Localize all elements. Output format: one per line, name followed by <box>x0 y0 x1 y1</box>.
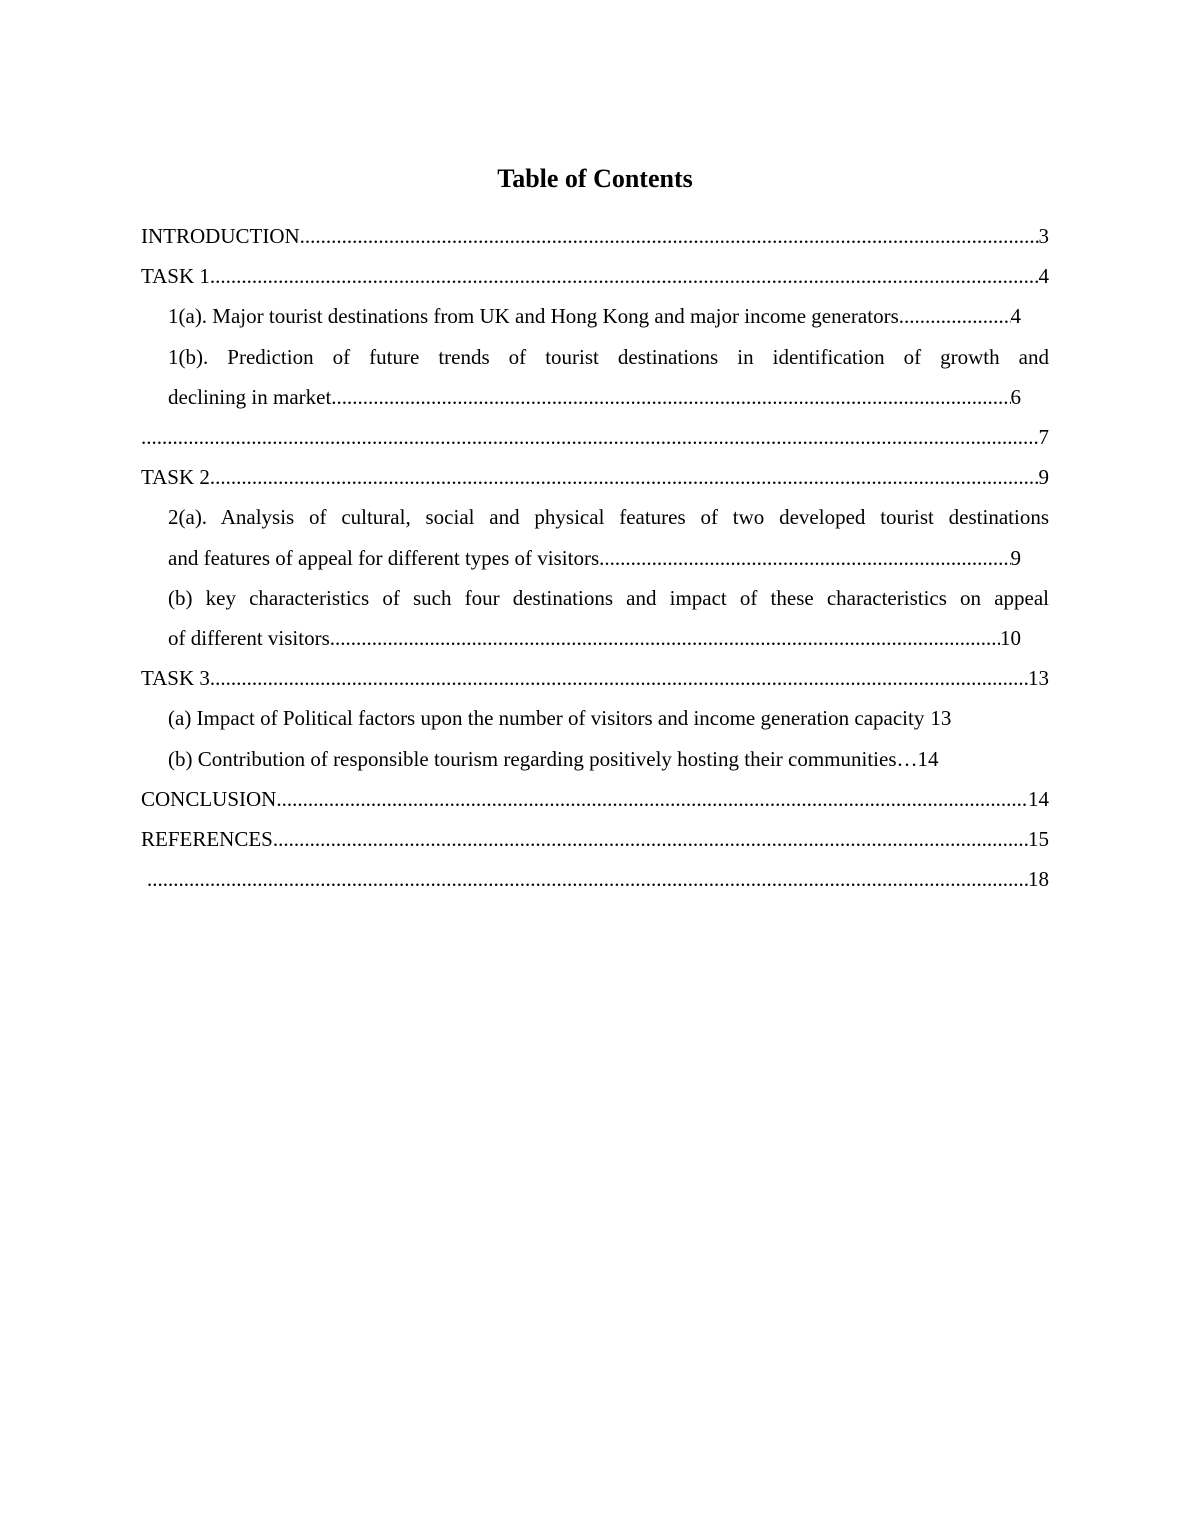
toc-entry-text: 1(a). Major tourist destinations from UK and Hong Kong and major income generators <box>168 304 899 329</box>
toc-entry-text: TASK 3 <box>141 666 210 691</box>
toc-entry-page: 6 <box>1010 384 1021 409</box>
toc-entry-2a[interactable] <box>141 497 1049 577</box>
toc-entry-1b[interactable] <box>141 337 1049 417</box>
toc-entry-page: 4 <box>1038 264 1049 289</box>
dot-leader <box>147 859 1028 899</box>
toc-entry-1a[interactable] <box>141 296 1049 336</box>
dot-leader <box>300 216 1039 256</box>
dot-leader <box>210 457 1039 497</box>
toc-entry-page: 14 <box>1028 786 1049 811</box>
toc-entry-continuation <box>141 618 1049 658</box>
dot-leader <box>210 256 1039 296</box>
toc-entry-text: REFERENCES <box>141 827 273 852</box>
toc-entry-text: INTRODUCTION <box>141 224 300 248</box>
toc-entry-text: declining in market <box>168 384 332 409</box>
toc-entry-text: CONCLUSION <box>141 786 277 811</box>
dot-leader <box>899 296 1011 336</box>
dot-leader <box>210 658 1028 698</box>
toc-entry-text: of different visitors <box>168 626 330 651</box>
toc-entry-page: 9 <box>1010 545 1021 570</box>
toc-entry-text: TASK 1 <box>141 264 210 289</box>
toc-entry-text-line: (b) key characteristics of such four destinations and impact of these characteristics on appeal <box>168 585 1049 610</box>
toc-entry-text-line: 2(a). Analysis of cultural, social and physical features of two developed tourist destinations <box>168 505 1049 530</box>
toc-entry-task-2[interactable] <box>141 457 1049 497</box>
dot-leader <box>599 538 1010 578</box>
toc-entry-page: 13 <box>1028 666 1049 691</box>
toc-entry-page: 14 <box>917 746 939 771</box>
toc-entry-text: (b) Contribution of responsible tourism regarding positively hosting their communities… <box>168 746 918 771</box>
toc-entry-page: 4 <box>1010 304 1021 329</box>
toc-entry-3b[interactable] <box>141 739 1049 779</box>
dot-leader <box>276 779 1028 819</box>
dot-leader <box>330 618 1000 658</box>
toc-entry-page: 15 <box>1028 827 1049 852</box>
toc-entry-untitled-2[interactable] <box>141 859 1049 899</box>
toc-entry-task-1[interactable] <box>141 256 1049 296</box>
toc-entry-references[interactable] <box>141 819 1049 859</box>
toc-entry-text: and features of appeal for different types of visitors <box>168 545 600 570</box>
toc-entry-page: 3 <box>1038 224 1049 248</box>
dot-leader <box>141 417 1039 457</box>
toc-entry-task-3[interactable] <box>141 658 1049 698</box>
toc-entry-text: (a) Impact of Political factors upon the number of visitors and income generation capacity <box>168 706 925 731</box>
toc-entry-continuation <box>141 538 1049 578</box>
toc-entry-untitled[interactable] <box>141 417 1049 457</box>
toc-entry-page: 7 <box>1038 425 1049 450</box>
toc-entry-page: 18 <box>1028 867 1049 892</box>
toc-entry-2b[interactable] <box>141 578 1049 658</box>
toc-entry-page: 10 <box>1000 626 1021 651</box>
table-of-contents <box>141 216 1049 899</box>
page-title: Table of Contents <box>497 164 693 193</box>
toc-entry-conclusion[interactable] <box>141 779 1049 819</box>
toc-entry-continuation <box>141 377 1049 417</box>
toc-entry-text: TASK 2 <box>141 465 210 490</box>
dot-leader <box>273 819 1028 859</box>
toc-entry-introduction[interactable] <box>141 216 1049 256</box>
toc-entry-3a[interactable] <box>141 698 1049 738</box>
toc-entry-text-line: 1(b). Prediction of future trends of tourist destinations in identification of growth and <box>168 344 1049 369</box>
dot-leader <box>331 377 1010 417</box>
toc-entry-page: 13 <box>930 706 952 731</box>
toc-entry-page: 9 <box>1038 465 1049 490</box>
